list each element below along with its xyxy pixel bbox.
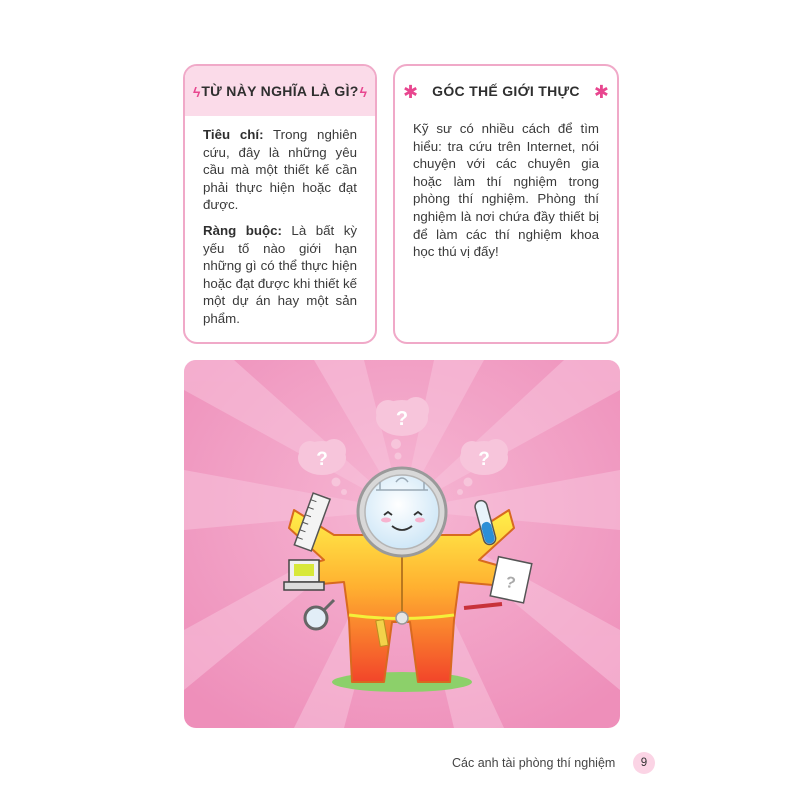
vocab-box-header [185,66,375,116]
illustration-svg [184,360,620,728]
vocab-entry [203,222,357,328]
vocab-definition: Là bất kỳ yếu tố nào giới hạn những gì có thể thực hiện hoặc đạt được khi thiết kế một dự án hay một sản phẩm. [203,222,357,326]
real-world-box-body [395,116,617,261]
question-mark: ? [316,449,328,470]
real-world-text: Kỹ sư có nhiều cách để tìm hiểu: tra cứu trên Internet, nói chuyện với các chuyên gia hoặc làm thí nghiệm trong phòng thí nghiệm. Phòng thí nghiệm là nơi chứa đầy thiết bị để làm các thí nghiệm khoa học thú vị đấy! [413,121,599,260]
vocab-box-body [185,116,375,328]
vocab-definition: Trong nghiên cứu, đây là những yêu cầu mà một thiết kế cần phải thực hiện hoặc đạt được. [203,127,357,213]
character-illustration [184,360,620,728]
vocab-term: Ràng buộc: [203,222,282,238]
page-number: 9 [633,752,655,774]
lightning-icon: ϟ [193,84,201,100]
vocab-box-title: TỪ NÀY NGHĨA LÀ GÌ? [201,83,359,99]
lightning-icon: ϟ [359,84,367,100]
question-mark: ? [395,408,409,430]
question-mark: ? [478,449,490,470]
paper-icon [490,557,532,603]
asterisk-icon: ✱ [593,82,609,102]
vocab-entry [203,126,357,214]
asterisk-icon: ✱ [403,82,419,102]
question-mark: ? [503,573,517,593]
real-world-box-title: GÓC THẾ GIỚI THỰC [432,83,580,99]
vocab-term: Tiêu chí: [203,127,264,142]
laptop-icon [284,560,324,590]
vocab-box [183,64,377,344]
footer-book-title: Các anh tài phòng thí nghiệm [452,756,616,770]
magnifier-head [358,468,446,556]
real-world-box-header [395,66,617,116]
real-world-box [393,64,619,344]
